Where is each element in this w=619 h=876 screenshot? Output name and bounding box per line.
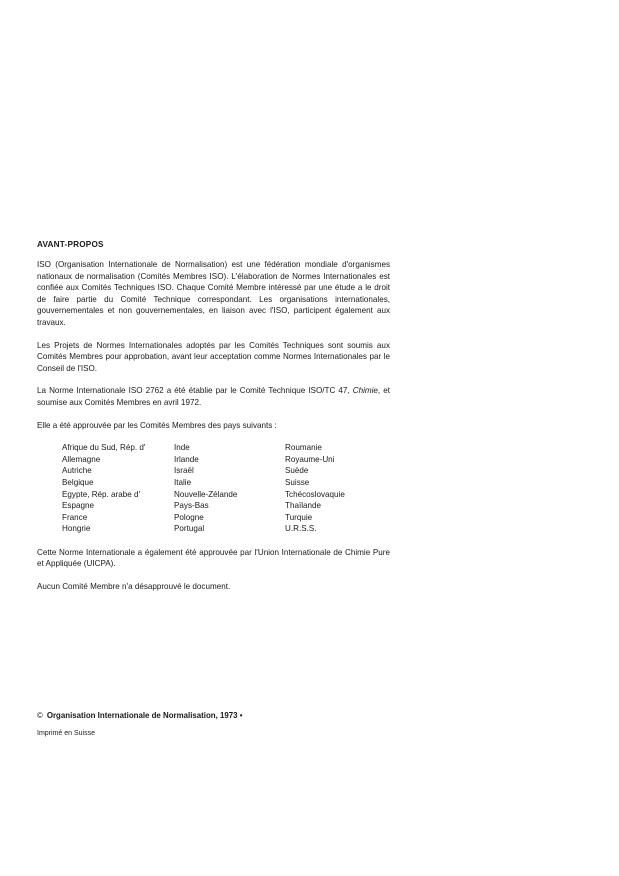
country-item: Italie (174, 477, 192, 487)
foreword-heading: AVANT-PROPOS (37, 240, 104, 249)
country-item: Royaume-Uni (285, 454, 335, 464)
paragraph-standard-origin (37, 385, 390, 408)
country-item: Irlande (174, 454, 199, 464)
country-item: Hongrie (62, 524, 91, 534)
country-item: Roumanie (285, 443, 322, 453)
country-item: Pays-Bas (174, 501, 209, 511)
committee-name-chimie: Chimie (352, 386, 378, 396)
country-item: Suisse (285, 477, 310, 487)
countries-column-2 (174, 442, 285, 535)
copyright-icon: © (37, 711, 43, 720)
paragraph-approval-intro: Elle a été approuvée par les Comités Membres des pays suivants : (37, 420, 277, 430)
approving-countries-table (62, 442, 390, 535)
country-item: Nouvelle-Zélande (174, 489, 238, 499)
country-item: Thaïlande (285, 501, 321, 511)
paragraph-standard-origin-part1: La Norme Internationale ISO 2762 a été établie par le Comité Technique ISO/TC 47, (37, 386, 353, 396)
country-item: Pologne (174, 512, 204, 522)
country-item: Belgique (62, 477, 94, 487)
country-item: France (62, 512, 88, 522)
country-item: Portugal (174, 524, 205, 534)
copyright-text: Organisation Internationale de Normalisation, 1973 • (46, 711, 243, 720)
country-item: Espagne (62, 501, 94, 511)
country-item: Inde (174, 443, 190, 453)
country-item: Tchécoslovaquie (285, 489, 345, 499)
country-item: Autriche (62, 466, 92, 476)
printed-in-notice: Imprimé en Suisse (37, 730, 95, 737)
paragraph-standard-origin-part2: , et soumise aux Comités Membres en avril 1972. (37, 386, 390, 407)
paragraph-iso-description: ISO (Organisation Internationale de Normalisation) est une fédération mondiale d'organismes nationaux de normalisation (Comités Membres ISO). L'élaboration de Normes Internationales est confiée aux Comités Techniques ISO. Chaque Comité Membre intéressé par une étude a le droit de faire partie du Comité Technique correspondant. Les organisations internationales, gouvernementales et non gouvernementales, en liaison avec l'ISO, participent également aux travaux. (37, 260, 390, 327)
country-item: Turquie (285, 512, 313, 522)
countries-column-1 (62, 442, 174, 535)
country-item: Suède (285, 466, 309, 476)
foreword-section (37, 240, 390, 604)
paragraph-no-disapproval: Aucun Comité Membre n'a désapprouvé le document. (37, 582, 231, 592)
country-item: Allemagne (62, 454, 101, 464)
country-item: Israël (174, 466, 194, 476)
countries-column-3 (285, 442, 375, 535)
paragraph-draft-standards: Les Projets de Normes Internationales adoptés par les Comités Techniques sont soumis aux Comités Membres pour approbation, avant leur acceptation comme Normes Internationales par le Conseil de l'ISO. (37, 340, 390, 373)
country-item: Egypte, Rép. arabe d' (62, 489, 141, 499)
copyright-notice (37, 711, 243, 720)
country-item: Afrique du Sud, Rép. d' (62, 443, 146, 453)
paragraph-uicpa-approval: Cette Norme Internationale a également été approuvée par l'Union Internationale de Chimie Pure et Appliquée (UICPA). (37, 547, 390, 569)
country-item: U.R.S.S. (285, 524, 317, 534)
